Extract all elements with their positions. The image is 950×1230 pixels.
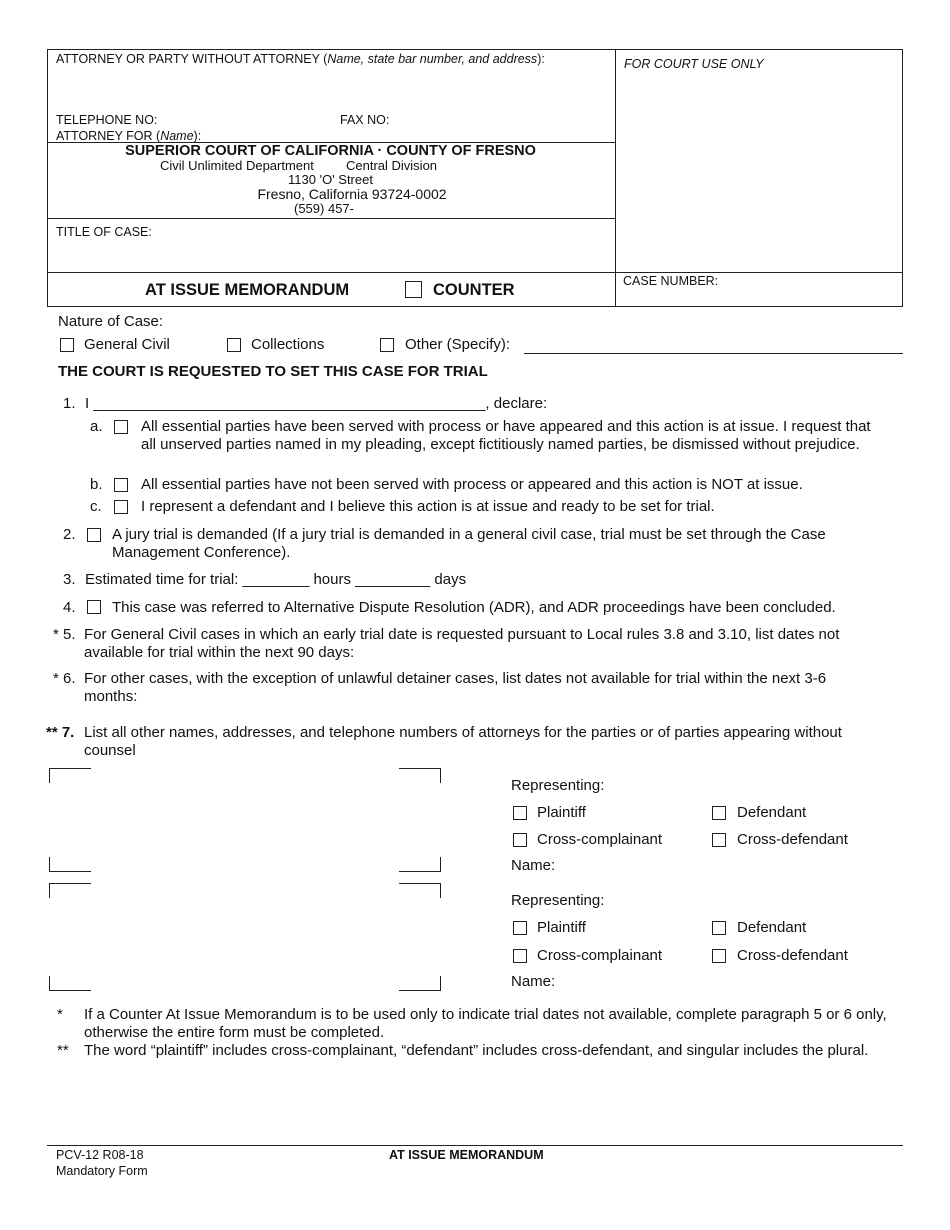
title-of-case-label: TITLE OF CASE: bbox=[56, 225, 152, 239]
rep2-cross-complainant-checkbox[interactable] bbox=[513, 949, 527, 963]
item4-text: This case was referred to Alternative Dispute Resolution (ADR), and ADR proceedings have been concluded. bbox=[112, 599, 836, 616]
item1a-label: a. bbox=[90, 418, 103, 435]
item5-number: * 5. bbox=[53, 626, 76, 643]
item1b-checkbox[interactable] bbox=[114, 478, 128, 492]
counter-label: COUNTER bbox=[433, 281, 515, 299]
form-title: AT ISSUE MEMORANDUM bbox=[145, 281, 350, 299]
rep1-defendant-checkbox[interactable] bbox=[712, 806, 726, 820]
court-use-box bbox=[614, 49, 903, 307]
rep2-defendant-label: Defendant bbox=[737, 919, 807, 936]
telephone-label: TELEPHONE NO: bbox=[56, 113, 158, 127]
request-heading: THE COURT IS REQUESTED TO SET THIS CASE FOR TRIAL bbox=[58, 363, 488, 380]
rep1-plaintiff-checkbox[interactable] bbox=[513, 806, 527, 820]
rep2-plaintiff-label: Plaintiff bbox=[537, 919, 586, 936]
divider-title bbox=[47, 272, 903, 273]
address-block-2-tr bbox=[399, 883, 441, 898]
footer-mandatory: Mandatory Form bbox=[56, 1164, 148, 1178]
item3-text[interactable]: Estimated time for trial: ________ hours _________ days bbox=[85, 571, 467, 588]
address-block-1-tl[interactable] bbox=[49, 768, 91, 783]
item4-checkbox[interactable] bbox=[87, 600, 101, 614]
item1a-text: All essential parties have been served with process or have appeared and this action is at issue. I request that all unserved parties named in my pleading, except fictitiously named parties, be dismissed without prejudice. bbox=[141, 418, 871, 453]
rep1-defendant-label: Defendant bbox=[737, 804, 807, 821]
rep1-cross-defendant-label: Cross-defendant bbox=[737, 831, 848, 848]
item2-text: A jury trial is demanded (If a jury trial is demanded in a general civil case, trial must be set through the Case Management Conference). bbox=[112, 526, 826, 561]
item4-number: 4. bbox=[63, 599, 76, 616]
item1-number: 1. bbox=[63, 395, 76, 412]
representing-1-label: Representing: bbox=[511, 777, 605, 794]
other-label: Other (Specify): bbox=[405, 336, 511, 353]
footnote-1: If a Counter At Issue Memorandum is to be used only to indicate trial dates not available, complete paragraph 5 or 6 only, otherwise the entire form must be completed. bbox=[84, 1006, 887, 1041]
rep1-name-label: Name: bbox=[511, 857, 556, 874]
representing-2-label: Representing: bbox=[511, 892, 605, 909]
rep2-defendant-checkbox[interactable] bbox=[712, 921, 726, 935]
footer-title: AT ISSUE MEMORANDUM bbox=[389, 1148, 544, 1162]
other-checkbox[interactable] bbox=[380, 338, 394, 352]
item5-text: For General Civil cases in which an early trial date is requested pursuant to Local rules 3.8 and 3.10, list dates not available for trial within the next 90 days: bbox=[84, 626, 840, 661]
rep1-cross-defendant-checkbox[interactable] bbox=[712, 833, 726, 847]
item6-number: * 6. bbox=[53, 670, 76, 687]
rep2-cross-complainant-label: Cross-complainant bbox=[537, 947, 663, 964]
item7-number: ** 7. bbox=[46, 724, 75, 741]
nature-label: Nature of Case: bbox=[58, 313, 164, 330]
address-block-2-br bbox=[399, 976, 441, 991]
general-civil-label: General Civil bbox=[84, 336, 170, 353]
footnote-2: The word “plaintiff” includes cross-complainant, “defendant” includes cross-defendant, and singular includes the plural. bbox=[84, 1042, 869, 1059]
rep1-cross-complainant-checkbox[interactable] bbox=[513, 833, 527, 847]
address-block-1-bl bbox=[49, 857, 91, 872]
court-street: 1130 'O' Street bbox=[288, 172, 373, 187]
other-specify-line[interactable] bbox=[524, 353, 903, 354]
rep1-cross-complainant-label: Cross-complainant bbox=[537, 831, 663, 848]
fax-label: FAX NO: bbox=[340, 113, 390, 127]
rep1-plaintiff-label: Plaintiff bbox=[537, 804, 586, 821]
rep2-cross-defendant-checkbox[interactable] bbox=[712, 949, 726, 963]
item7-text: List all other names, addresses, and telephone numbers of attorneys for the parties or of parties appearing without counsel bbox=[84, 724, 842, 759]
case-number-label: CASE NUMBER: bbox=[623, 274, 719, 288]
division: Central Division bbox=[346, 158, 438, 173]
item1c-label: c. bbox=[90, 498, 102, 515]
court-use-label: FOR COURT USE ONLY bbox=[624, 57, 764, 71]
rep2-cross-defendant-label: Cross-defendant bbox=[737, 947, 848, 964]
address-block-2-bl bbox=[49, 976, 91, 991]
item1c-text: I represent a defendant and I believe this action is at issue and ready to be set for trial. bbox=[141, 498, 715, 515]
item1a-checkbox[interactable] bbox=[114, 420, 128, 434]
item2-number: 2. bbox=[63, 526, 76, 543]
address-block-1-tr bbox=[399, 768, 441, 783]
item3-number: 3. bbox=[63, 571, 76, 588]
divider-court bbox=[47, 218, 615, 219]
rep2-name-label: Name: bbox=[511, 973, 556, 990]
court-phone: (559) 457- bbox=[294, 201, 354, 216]
collections-label: Collections bbox=[251, 336, 325, 353]
attorney-label: ATTORNEY OR PARTY WITHOUT ATTORNEY (Name, state bar number, and address): bbox=[56, 52, 545, 66]
rep2-plaintiff-checkbox[interactable] bbox=[513, 921, 527, 935]
department: Civil Unlimited Department bbox=[160, 158, 314, 173]
general-civil-checkbox[interactable] bbox=[60, 338, 74, 352]
address-block-2-tl[interactable] bbox=[49, 883, 91, 898]
item1-declare[interactable]: I _______________________________________________, declare: bbox=[85, 395, 548, 412]
footer-form-id: PCV-12 R08-18 bbox=[56, 1148, 144, 1162]
item2-checkbox[interactable] bbox=[87, 528, 101, 542]
court-city: Fresno, California 93724-0002 bbox=[257, 186, 447, 202]
footnote-1-marker: * bbox=[57, 1006, 63, 1023]
item6-text: For other cases, with the exception of unlawful detainer cases, list dates not available for trial within the next 3-6 months: bbox=[84, 670, 827, 705]
item1b-text: All essential parties have not been served with process or appeared and this action is NOT at issue. bbox=[141, 476, 803, 493]
court-name: SUPERIOR COURT OF CALIFORNIA · COUNTY OF FRESNO bbox=[125, 143, 536, 159]
item1c-checkbox[interactable] bbox=[114, 500, 128, 514]
item1b-label: b. bbox=[90, 476, 103, 493]
footer-rule bbox=[47, 1145, 903, 1146]
address-block-1-br bbox=[399, 857, 441, 872]
attorney-for-label: ATTORNEY FOR (Name): bbox=[56, 129, 202, 143]
counter-checkbox[interactable] bbox=[405, 281, 422, 298]
footnote-2-marker: ** bbox=[57, 1042, 69, 1059]
collections-checkbox[interactable] bbox=[227, 338, 241, 352]
